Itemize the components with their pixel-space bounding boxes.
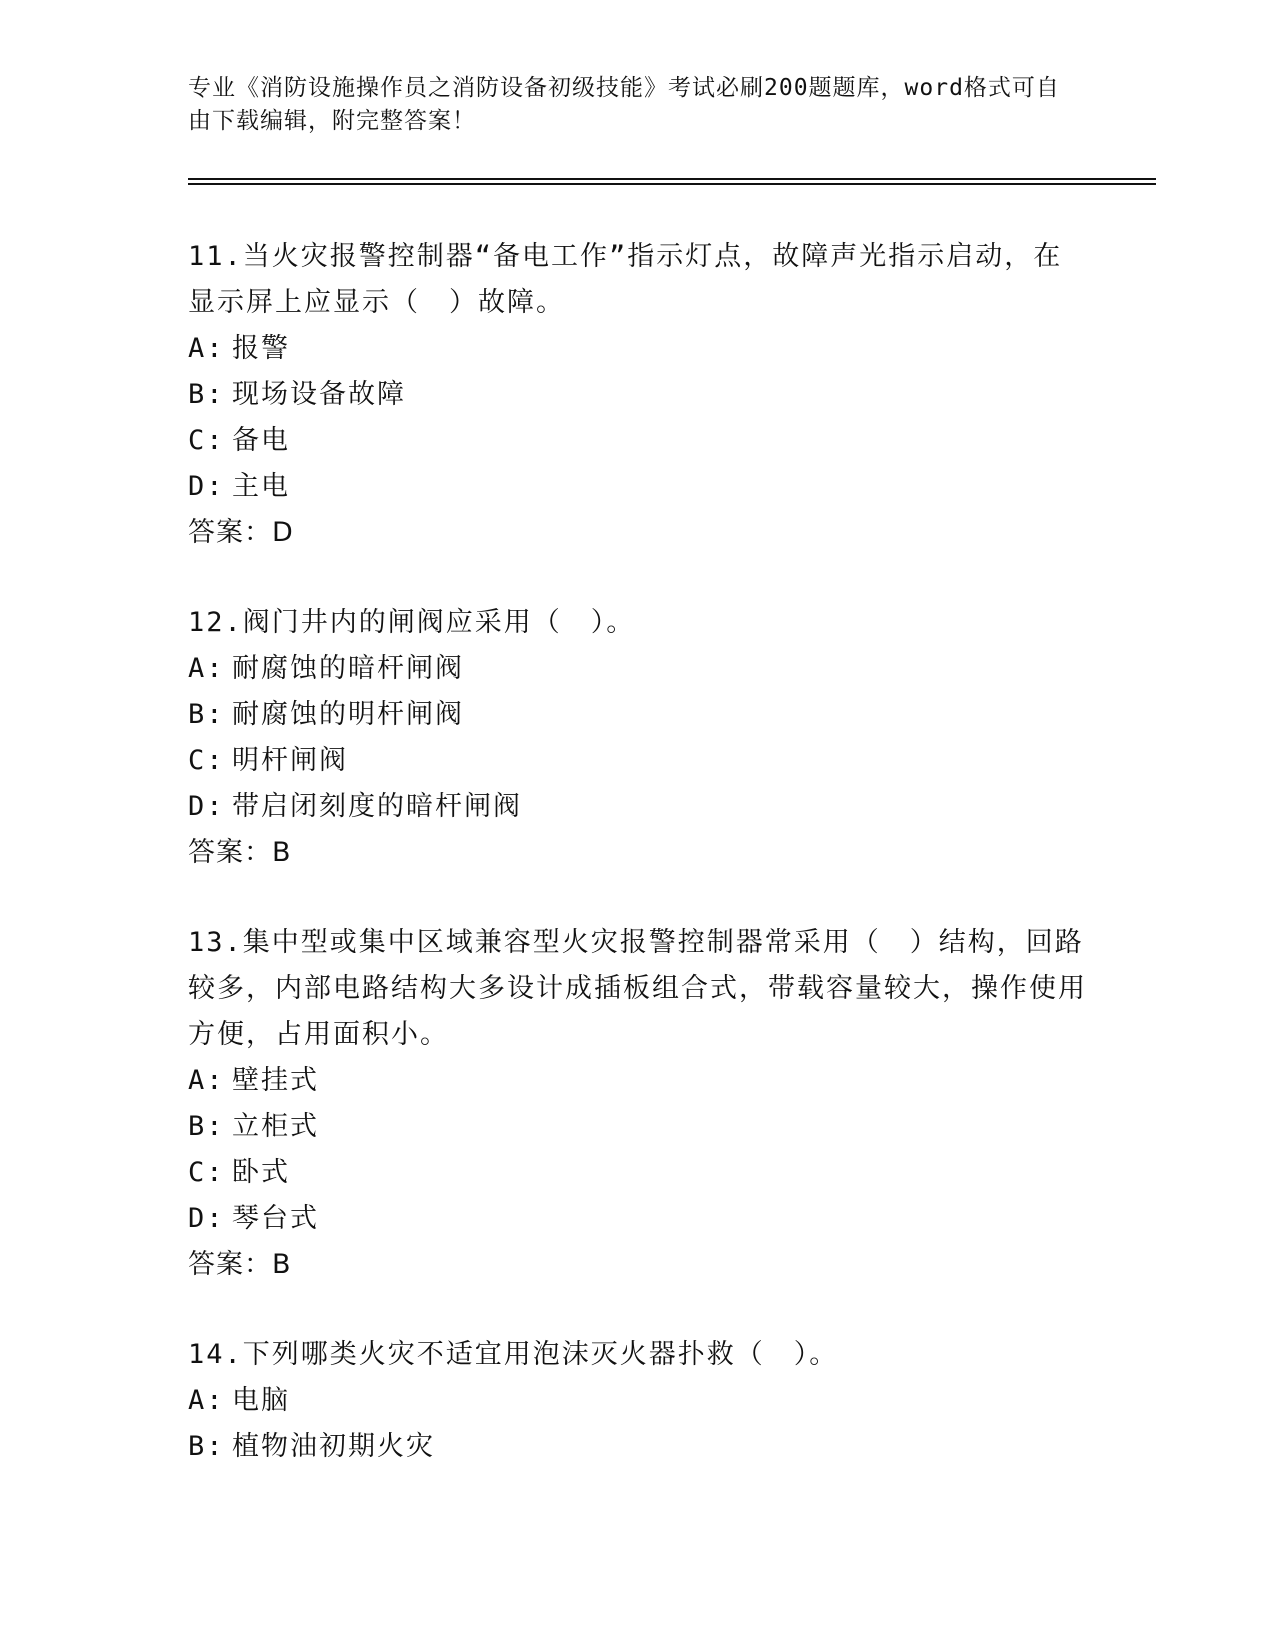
option-a [188,1378,1088,1424]
answer-line: 答案：B [188,837,292,868]
option-text: 植物油初期火灾 [232,1431,435,1462]
option-text: 卧式 [232,1157,290,1188]
option-letter: A: [188,1065,225,1096]
option-letter: D: [188,471,225,502]
option-letter: C: [188,425,225,456]
option-letter: C: [188,745,225,776]
option-c [188,418,1088,464]
option-d [188,464,1088,510]
header-rule-bottom [188,183,1156,185]
document-header: 专业《消防设施操作员之消防设备初级技能》考试必刷200题题库，word格式可自由下载编辑，附完整答案！ [188,75,1060,134]
option-letter: B: [188,699,225,730]
question-stem: 12.阀门井内的闸阀应采用（ ）。 [188,607,636,638]
option-a [188,326,1088,372]
option-text: 主电 [232,471,290,502]
option-b [188,692,1088,738]
question-list [188,234,1088,1514]
option-text: 立柜式 [232,1111,319,1142]
option-text: 耐腐蚀的明杆闸阀 [232,699,464,730]
option-text: 明杆闸阀 [232,745,348,776]
option-letter: B: [188,1111,225,1142]
option-d [188,784,1088,830]
answer-line: 答案：D [188,517,294,548]
option-b [188,372,1088,418]
option-c [188,1150,1088,1196]
option-text: 带启闭刻度的暗杆闸阀 [232,791,522,822]
option-text: 现场设备故障 [232,379,406,410]
question-12 [188,600,1088,876]
question-stem: 11.当火灾报警控制器“备电工作”指示灯点，故障声光指示启动，在显示屏上应显示（ ）故障。 [188,241,1063,318]
option-letter: B: [188,379,225,410]
option-text: 壁挂式 [232,1065,319,1096]
question-13 [188,920,1088,1288]
option-text: 报警 [232,333,290,364]
option-letter: A: [188,333,225,364]
question-11 [188,234,1088,556]
answer-line: 答案：B [188,1249,292,1280]
option-a [188,1058,1088,1104]
option-letter: A: [188,653,225,684]
option-text: 电脑 [232,1385,290,1416]
header-rule-top [188,178,1156,180]
option-letter: D: [188,1203,225,1234]
option-b [188,1424,1088,1470]
option-letter: A: [188,1385,225,1416]
question-14 [188,1332,1088,1470]
option-c [188,738,1088,784]
option-letter: B: [188,1431,225,1462]
option-a [188,646,1088,692]
option-text: 琴台式 [232,1203,319,1234]
question-stem: 13.集中型或集中区域兼容型火灾报警控制器常采用（ ）结构，回路较多，内部电路结构大多设计成插板组合式，带载容量较大，操作使用方便，占用面积小。 [188,927,1087,1050]
option-text: 耐腐蚀的暗杆闸阀 [232,653,464,684]
option-text: 备电 [232,425,290,456]
option-b [188,1104,1088,1150]
option-d [188,1196,1088,1242]
question-stem: 14.下列哪类火灾不适宜用泡沫灭火器扑救（ ）。 [188,1339,839,1370]
option-letter: D: [188,791,225,822]
option-letter: C: [188,1157,225,1188]
